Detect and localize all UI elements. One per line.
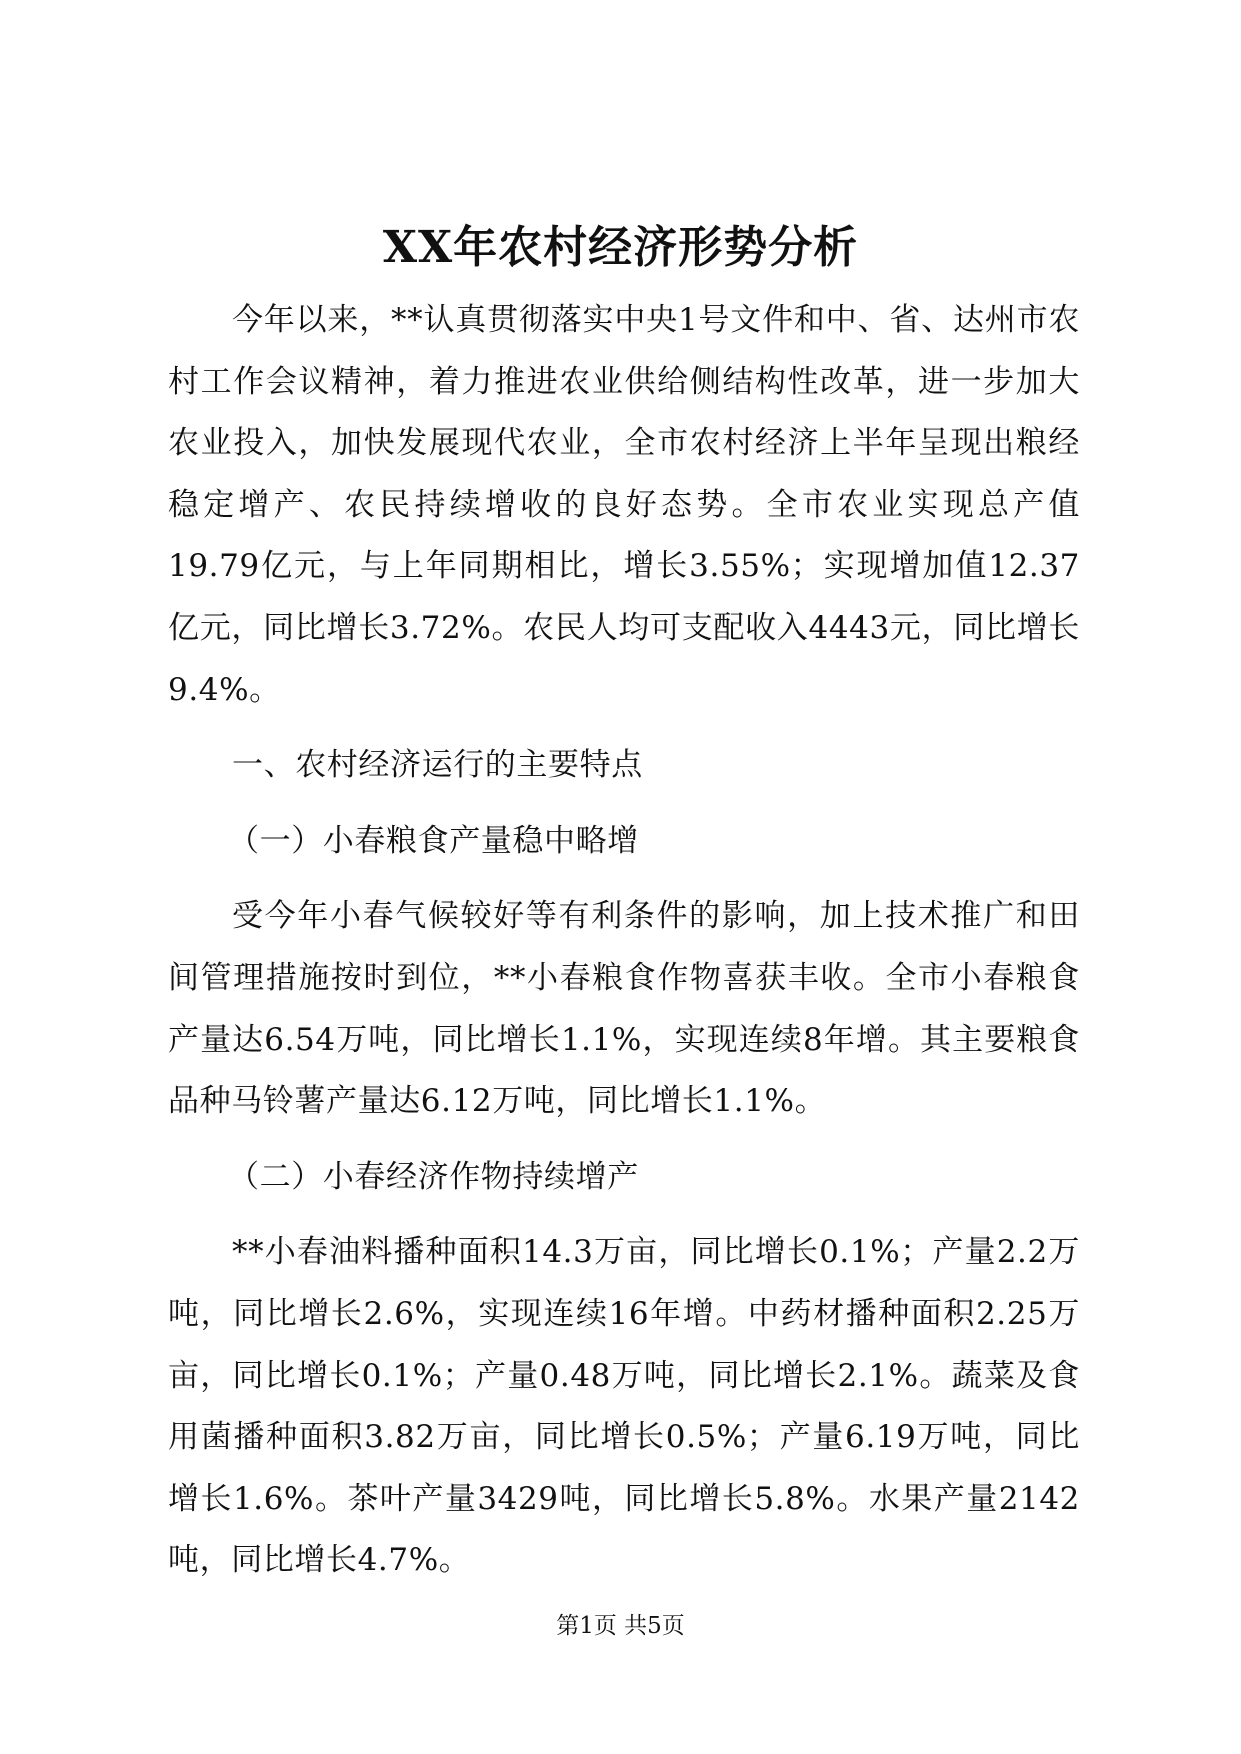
cash-crop-paragraph: **小春油料播种面积14.3万亩，同比增长0.1%；产量2.2万吨，同比增长2.6%，实现连续16年增。中药材播种面积2.25万亩，同比增长0.1%；产量0.48万吨，同比增长2.1%。蔬菜及食用菌播种面积3.82万亩，同比增长0.5%；产量6.19万吨，同比增长1.6%。茶叶产量3429吨，同比增长5.8%。水果产量2142吨，同比增长4.7%。	[168, 1234, 1080, 1579]
document-body	[168, 290, 1080, 1592]
document-title: XX年农村经济形势分析	[382, 222, 859, 273]
subsection-heading-1: （一）小春粮食产量稳中略增	[228, 822, 639, 859]
intro-paragraph: 今年以来，**认真贯彻落实中央1号文件和中、省、达州市农村工作会议精神，着力推进农业供给侧结构性改革，进一步加大农业投入，加快发展现代农业，全市农村经济上半年呈现出粮经稳定增产、农民持续增收的良好态势。全市农业实现总产值19.79亿元，与上年同期相比，增长3.55%；实现增加值12.37亿元，同比增长3.72%。农民人均可支配收入4443元，同比增长9.4%。	[168, 302, 1080, 708]
section-heading: 一、农村经济运行的主要特点	[232, 747, 643, 784]
subsection-heading-2: （二）小春经济作物持续增产	[228, 1158, 639, 1195]
grain-paragraph: 受今年小春气候较好等有利条件的影响，加上技术推广和田间管理措施按时到位，**小春粮食作物喜获丰收。全市小春粮食产量达6.54万吨，同比增长1.1%，实现连续8年增。其主要粮食品种马铃薯产量达6.12万吨，同比增长1.1%。	[168, 898, 1080, 1120]
page-footer: 第1页 共5页	[556, 1613, 685, 1639]
